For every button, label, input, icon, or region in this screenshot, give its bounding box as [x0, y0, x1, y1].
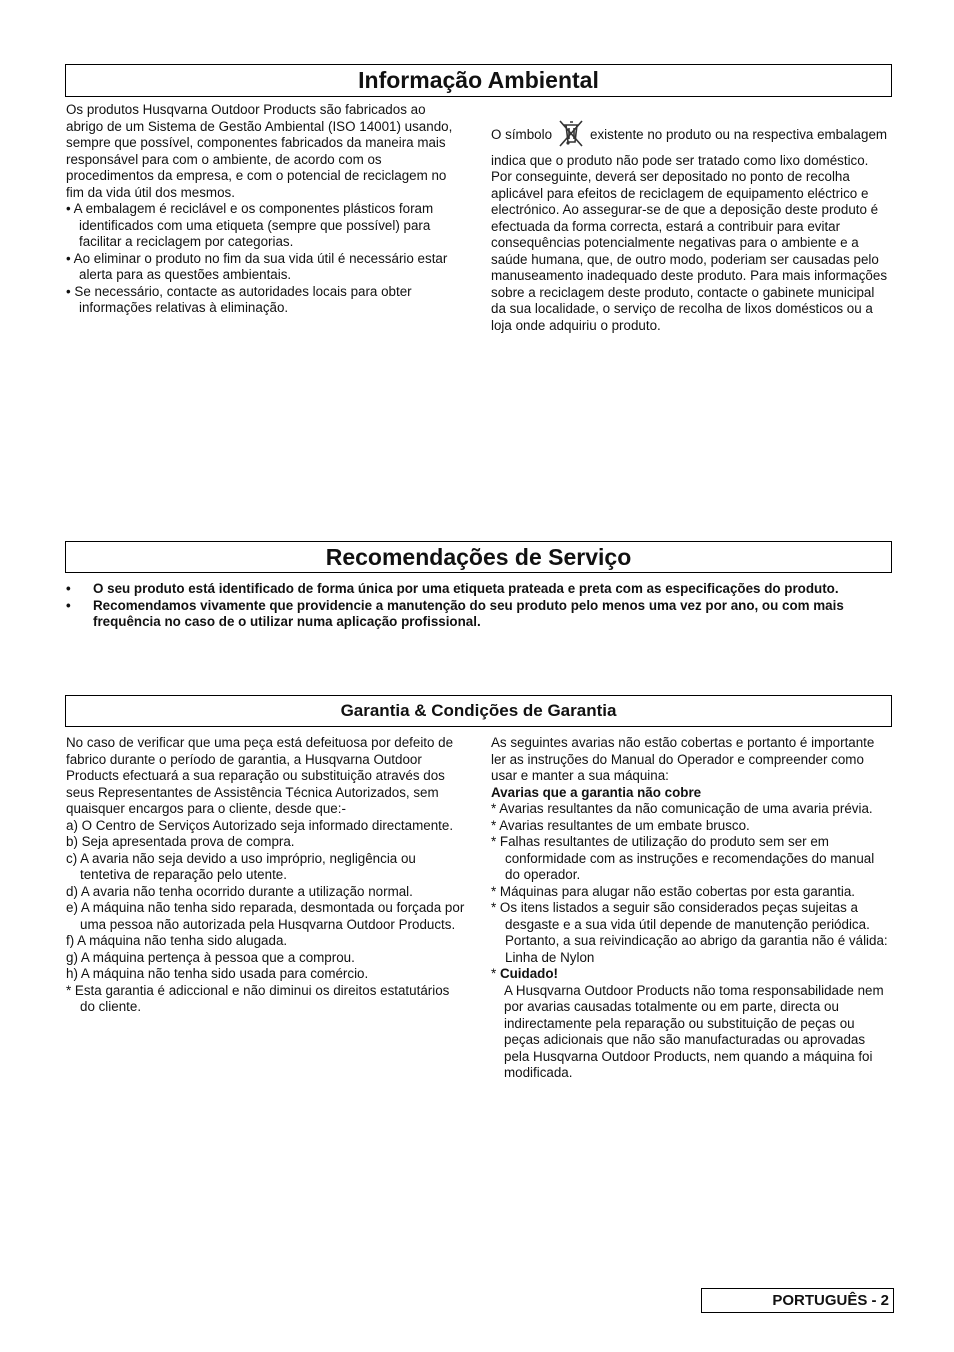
caution-label: Cuidado! [499, 966, 558, 981]
crossed-out-wheelie-bin-icon [556, 118, 586, 153]
warranty-condition: f) A máquina não tenha sido alugada. [66, 933, 288, 948]
env-recycling-paragraph [491, 118, 891, 334]
env-left-column [66, 102, 462, 317]
warranty-exclusion: * Máquinas para alugar não estão cobertas por esta garantia. [491, 883, 856, 899]
warranty-condition: d) A avaria não tenha ocorrido durante a utilização normal. [66, 883, 413, 899]
page-footer: PORTUGUÊS - 2 [701, 1288, 894, 1313]
env-bullet-2: • Ao eliminar o produto no fim da sua vida útil é necessário estar alerta para as questões ambientais. [66, 250, 448, 282]
env-bullet-3: • Se necessário, contacte as autoridades locais para obter informações relativas à eliminação. [66, 283, 412, 315]
caution-item [491, 966, 891, 983]
env-title: Informação Ambiental [358, 67, 599, 93]
service-item-text: O seu produto está identificado de forma única por uma etiqueta prateada e preta com as especificações do produto. [93, 581, 839, 596]
warranty-exclusion: * Avarias resultantes da não comunicação de uma avaria prévia. [491, 801, 873, 816]
caution-marker: * [491, 966, 497, 981]
bullet-icon: • [66, 581, 71, 596]
service-list [66, 581, 886, 631]
warranty-condition: h) A máquina não tenha sido usada para comércio. [66, 966, 369, 981]
warranty-title-box [65, 695, 892, 727]
warranty-exclusion: * Falhas resultantes de utilização do produto sem ser em conformidade com as instruções e recomendações do manual do operador. [491, 834, 875, 882]
warranty-condition: g) A máquina pertença à pessoa que a comprou. [66, 949, 355, 965]
env-right-column [491, 118, 891, 334]
service-title: Recomendações de Serviço [325, 544, 632, 570]
service-item [66, 581, 886, 598]
symbol-intro-text: O símbolo [491, 127, 553, 142]
warranty-condition: a) O Centro de Serviços Autorizado seja informado directamente. [66, 817, 454, 833]
warranty-exclusions-intro: As seguintes avarias não estão cobertas e portanto é importante ler as instruções do Manual do Operador e compreender como usar e manter a sua máquina: [491, 735, 875, 783]
warranty-right-column [491, 735, 891, 1082]
warranty-condition: c) A avaria não seja devido a uso impróprio, negligência ou tentetiva de reparação pelo utente. [66, 850, 416, 882]
env-intro: Os produtos Husqvarna Outdoor Products são fabricados ao abrigo de um Sistema de Gestão Ambiental (ISO 14001) usando, sempre que possível, componentes fabricados da maneira mais responsável para com o ambiente, de acordo com os procedimentos da empresa, e com o potencial de reciclagem no fim da vida útil dos mesmos. [66, 102, 453, 200]
warranty-intro: No caso de verificar que uma peça está defeituosa por defeito de fabrico durante o período de garantia, a Husqvarna Outdoor Products efectuará a sua reparação ou substituição através dos seus Representantes de Assistência Técnica Autorizados, sem quaisquer encargos para o cliente, desde que:- [66, 735, 454, 816]
env-bullet-1: • A embalagem é reciclável e os componentes plásticos foram identificados com uma etiqueta (sempre que possível) para facilitar a reciclagem por categorias. [66, 201, 434, 249]
service-title-box [65, 541, 892, 573]
warranty-condition: b) Seja apresentada prova de compra. [66, 834, 295, 849]
service-item-text: Recomendamos vivamente que providencie a manutenção do seu produto pelo menos uma vez por ano, ou com mais frequência no caso de o utilizar numa aplicação profissional. [93, 597, 844, 629]
warranty-condition: e) A máquina não tenha sido reparada, desmontada ou forçada por uma pessoa não autorizada pela Husqvarna Outdoor Products. [66, 900, 465, 932]
warranty-title: Garantia & Condições de Garantia [340, 701, 617, 720]
bullet-icon: • [66, 597, 71, 613]
caution-text: A Husqvarna Outdoor Products não toma responsabilidade nem por avarias causadas totalmente ou em parte, directa ou indirectamente pela reparação ou substituição de peças ou peças adicionais que não são manufacturadas ou aprovadas pela Husqvarna Outdoor Products, nem quando a máquina foi modificada. [504, 982, 884, 1080]
warranty-exclusions-heading: Avarias que a garantia não cobre [491, 784, 702, 800]
warranty-left-column [66, 735, 466, 1016]
env-title-box [65, 64, 892, 97]
warranty-exclusion: * Os itens listados a seguir são considerados peças sujeitas a desgaste e a sua vida útil depende de manutenção periódica. Portanto, a sua reivindicação ao abrigo da garantia não é válida: Linha de Nylon [491, 900, 888, 965]
warranty-exclusion: * Avarias resultantes de um embate brusco. [491, 817, 750, 833]
symbol-explanation-text: existente no produto ou na respectiva embalagem indica que o produto não pode ser tratado como lixo doméstico. Por conseguinte, deverá ser depositado no ponto de recolha aplicável para efeitos de reciclagem de equipamento eléctrico e electrónico. Ao assegurar-se de que a deposição deste produto é efectuada da forma correcta, estará a contribuir para evitar consequências potencialmente negativas para o ambiente e a saúde humana, que, de outro modo, poderiam ser causadas pelo manuseamento inadequado deste produto. Para mais informações sobre a reciclagem deste produto, contacte o gabinete municipal da sua localidade, o serviço de recolha de lixos domésticos ou a loja onde adquiriu o produto. [491, 127, 888, 333]
service-item [66, 598, 886, 631]
warranty-condition: * Esta garantia é adiccional e não diminui os direitos estatutários do cliente. [66, 982, 450, 1014]
